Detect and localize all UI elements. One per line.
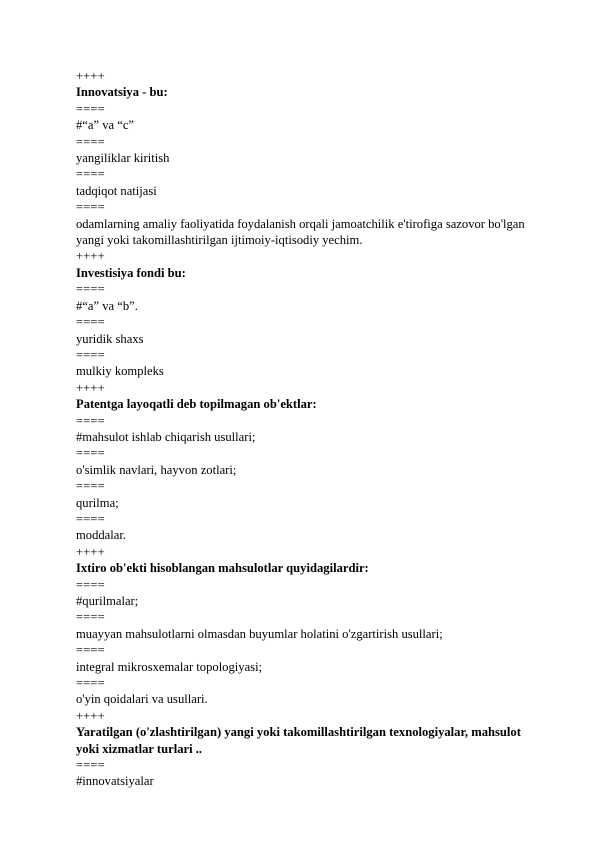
option-separator: ==== [76, 315, 105, 330]
quiz-content [76, 68, 536, 790]
option-separator: ==== [76, 282, 105, 297]
option-separator: ==== [76, 200, 105, 215]
option-separator: ==== [76, 413, 105, 428]
answer-option: muayyan mahsulotlarni olmasdan buyumlar holatini o'zgartirish usullari; [76, 626, 443, 641]
question-separator: ++++ [76, 544, 105, 559]
answer-option: yangiliklar kiritish [76, 151, 170, 166]
option-separator: ==== [76, 167, 105, 182]
option-separator: ==== [76, 479, 105, 494]
answer-option: #“a” va “c” [76, 118, 135, 133]
question-separator: ++++ [76, 249, 105, 264]
answer-option: #mahsulot ishlab chiqarish usullari; [76, 429, 256, 444]
answer-option: #“a” va “b”. [76, 298, 138, 313]
option-separator: ==== [76, 610, 105, 625]
answer-option: #innovatsiyalar [76, 774, 154, 789]
option-separator: ==== [76, 101, 105, 116]
option-separator: ==== [76, 134, 105, 149]
question-text: Investisiya fondi bu: [76, 265, 186, 280]
option-separator: ==== [76, 511, 105, 526]
option-separator: ==== [76, 643, 105, 658]
option-separator: ==== [76, 347, 105, 362]
answer-option: tadqiqot natijasi [76, 183, 157, 198]
option-separator: ==== [76, 758, 105, 773]
question-separator: ++++ [76, 380, 105, 395]
answer-option: o'yin qoidalari va usullari. [76, 692, 208, 707]
question-text: Patentga layoqatli deb topilmagan ob'ektlar: [76, 397, 317, 412]
answer-option: qurilma; [76, 495, 119, 510]
answer-option: odamlarning amaliy faoliyatida foydalanish orqali jamoatchilik e'tirofiga sazovor bo'lgan yangi yoki takomillashtirilgan ijtimoiy-iqtisodiy yechim. [76, 216, 525, 248]
answer-option: #qurilmalar; [76, 594, 139, 608]
question-text: Yaratilgan (o'zlashtirilgan) yangi yoki takomillashtirilgan texnologiyalar, mahsulot yoki xizmatlar turlari .. [76, 725, 521, 756]
answer-option: o'simlik navlari, hayvon zotlari; [76, 462, 237, 477]
question-separator: ++++ [76, 69, 105, 83]
answer-option: integral mikrosxemalar topologiyasi; [76, 659, 263, 674]
answer-option: yuridik shaxs [76, 331, 144, 346]
question-text: Ixtiro ob'ekti hisoblangan mahsulotlar quyidagilardir: [76, 561, 369, 576]
option-separator: ==== [76, 446, 105, 461]
question-separator: ++++ [76, 708, 105, 723]
option-separator: ==== [76, 676, 105, 691]
option-separator: ==== [76, 577, 105, 592]
answer-option: moddalar. [76, 528, 127, 543]
question-text: Innovatsiya - bu: [76, 85, 168, 100]
answer-option: mulkiy kompleks [76, 364, 164, 379]
